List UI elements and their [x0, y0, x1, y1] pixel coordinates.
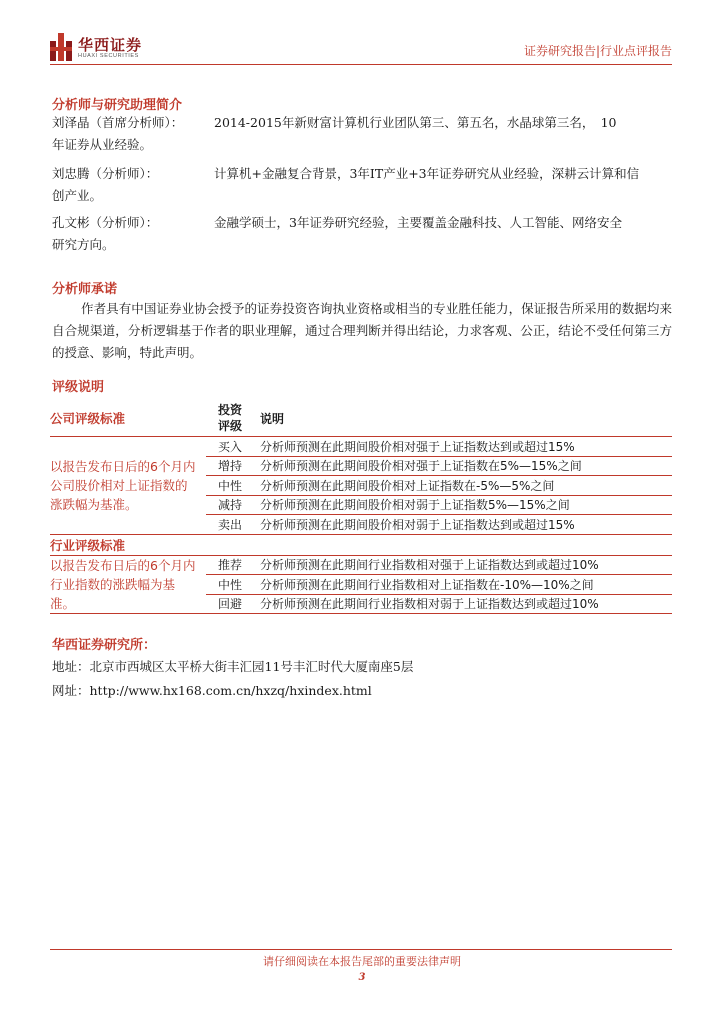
- rating-desc: 分析师预测在此期间股价相对弱于上证指数达到或超过15%: [254, 515, 672, 535]
- table-row: [50, 437, 672, 457]
- institute-website[interactable]: 网址：http://www.hx168.com.cn/hxzq/hxindex.html: [52, 683, 372, 698]
- analyst-entry: [52, 212, 672, 256]
- rating-value: 卖出: [206, 515, 254, 535]
- analyst-section-title: 分析师与研究助理简介: [52, 98, 183, 113]
- analyst-name: 刘泽晶（首席分析师）：: [52, 115, 184, 130]
- rating-value: 推荐: [206, 555, 254, 575]
- analyst-desc: 2014-2015年新财富计算机行业团队第三、第五名，水晶球第三名， 10: [214, 115, 617, 130]
- rating-header-row: [50, 400, 672, 437]
- company-logo: [50, 33, 150, 63]
- analyst-desc-cont: 年证券从业经验。: [52, 137, 153, 152]
- rating-value: 减持: [206, 495, 254, 515]
- rating-desc: 分析师预测在此期间股价相对强于上证指数在5%—15%之间: [254, 456, 672, 476]
- analyst-name: 孔文彬（分析师）：: [52, 215, 159, 230]
- company-rating-title: 公司评级标准: [50, 400, 206, 437]
- desc-col-header: 说明: [254, 400, 672, 437]
- analyst-desc-cont: 创产业。: [52, 188, 103, 203]
- legal-notice: 请仔细阅读在本报告尾部的重要法律声明: [263, 955, 461, 968]
- rating-col-header: [206, 400, 254, 437]
- huaxi-logo-icon: [50, 33, 72, 61]
- rating-desc: 分析师预测在此期间股价相对弱于上证指数5%—15%之间: [254, 495, 672, 515]
- company-rating-basis: 以报告发布日后的6个月内公司股价相对上证指数的涨跌幅为基准。: [50, 437, 206, 535]
- analyst-desc-cont: 研究方向。: [52, 237, 115, 252]
- header-divider: [50, 64, 672, 65]
- rating-desc: 分析师预测在此期间行业指数相对弱于上证指数达到或超过10%: [254, 594, 672, 614]
- table-row: [50, 555, 672, 575]
- industry-rating-basis: 以报告发布日后的6个月内行业指数的涨跌幅为基准。: [50, 555, 206, 614]
- logo-english-name: HUAXI SECURITIES: [78, 53, 139, 59]
- rating-title: 评级说明: [52, 380, 105, 395]
- analyst-entry: [52, 163, 672, 207]
- rating-value: 中性: [206, 575, 254, 595]
- rating-table: [50, 400, 672, 614]
- page-number: 3: [358, 972, 366, 983]
- analyst-desc: 金融学硕士，3年证券研究经验，主要覆盖金融科技、人工智能、网络安全: [214, 215, 622, 230]
- industry-title-row: [50, 534, 672, 555]
- footer-divider: [50, 949, 672, 950]
- rating-value: 买入: [206, 437, 254, 457]
- analyst-desc: 计算机+金融复合背景，3年IT产业+3年证券研究从业经验，深耕云计算和信: [214, 166, 640, 181]
- rating-desc: 分析师预测在此期间行业指数相对强于上证指数达到或超过10%: [254, 555, 672, 575]
- analyst-name: 刘忠腾（分析师）：: [52, 166, 159, 181]
- industry-rating-title: 行业评级标准: [50, 534, 672, 555]
- logo-chinese-name: 华西证券: [78, 36, 143, 54]
- rating-col-header-line1: 投资: [217, 403, 242, 417]
- institute-title: 华西证券研究所：: [52, 638, 157, 653]
- rating-desc: 分析师预测在此期间股价相对上证指数在-5%—5%之间: [254, 476, 672, 496]
- analyst-entry: [52, 112, 672, 156]
- commitment-text: 作者具有中国证券业协会授予的证券投资咨询执业资格或相当的专业胜任能力，保证报告所采用的数据均来自合规渠道，分析逻辑基于作者的职业理解，通过合理判断并得出结论，力求客观、公正，结论不受任何第三方的授意、影响，特此声明。: [52, 301, 672, 360]
- rating-col-header-line2: 评级: [217, 419, 242, 433]
- rating-value: 增持: [206, 456, 254, 476]
- rating-desc: 分析师预测在此期间股价相对强于上证指数达到或超过15%: [254, 437, 672, 457]
- institute-address: 地址：北京市西城区太平桥大街丰汇园11号丰汇时代大厦南座5层: [52, 659, 414, 674]
- rating-value: 回避: [206, 594, 254, 614]
- rating-desc: 分析师预测在此期间行业指数相对上证指数在-10%—10%之间: [254, 575, 672, 595]
- report-type: 证券研究报告|行业点评报告: [523, 44, 672, 58]
- rating-value: 中性: [206, 476, 254, 496]
- commitment-title: 分析师承诺: [52, 282, 118, 297]
